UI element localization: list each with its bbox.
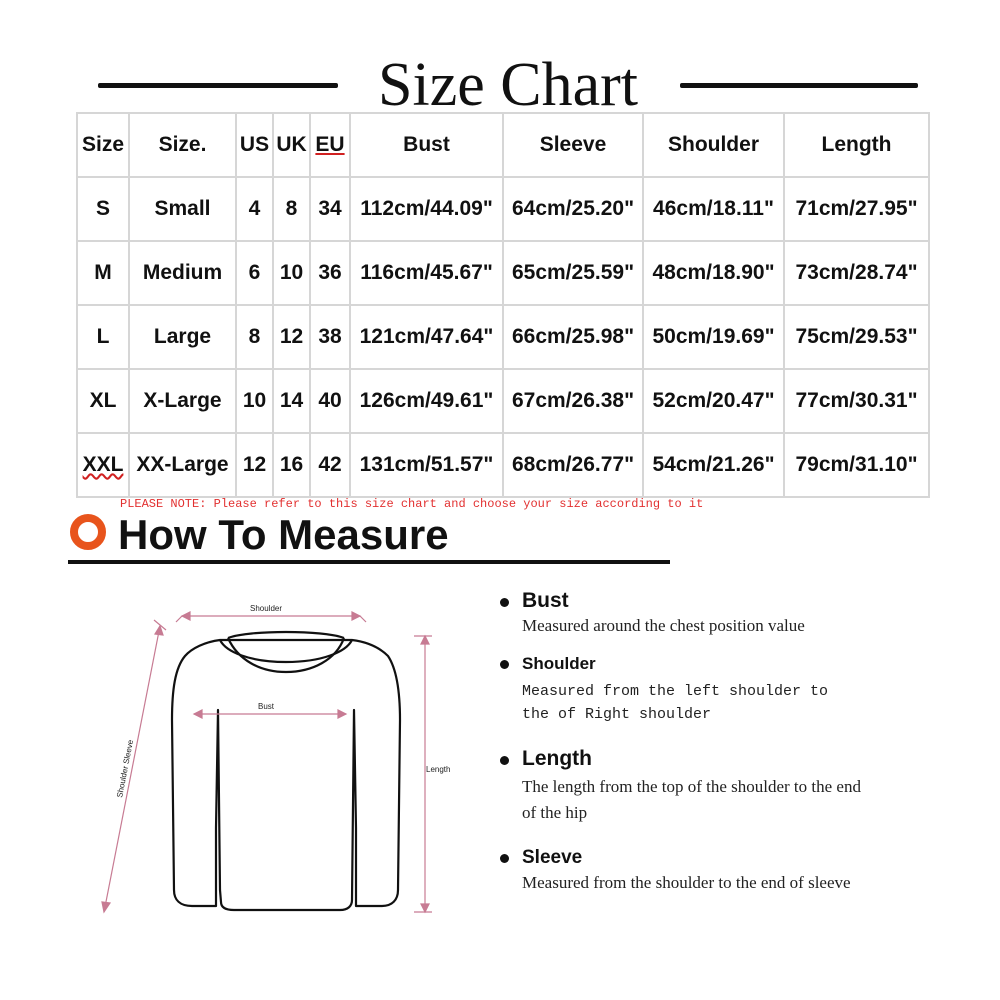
table-cell: [77, 433, 129, 497]
table-header-row: [77, 113, 929, 177]
title-rule-left: [98, 83, 338, 88]
header-cell: Length: [784, 113, 929, 177]
header-cell: Size.: [129, 113, 236, 177]
table-cell: 66cm/25.98": [503, 305, 643, 369]
table-cell: 46cm/18.11": [643, 177, 784, 241]
bullet-icon: [500, 598, 509, 607]
table-cell: 77cm/30.31": [784, 369, 929, 433]
header-cell: US: [236, 113, 273, 177]
sweater-outline-icon: [172, 632, 400, 910]
table-row: [77, 241, 929, 305]
header-eu-label: EU: [315, 133, 345, 156]
table-cell: Medium: [129, 241, 236, 305]
sweater-measurement-diagram: [100, 590, 480, 930]
header-cell: Bust: [350, 113, 503, 177]
definition-term: Shoulder: [522, 654, 596, 673]
header-cell: UK: [273, 113, 310, 177]
table-cell: 54cm/21.26": [643, 433, 784, 497]
table-cell: 36: [310, 241, 350, 305]
size-chart-header: [0, 50, 1000, 120]
table-cell: 65cm/25.59": [503, 241, 643, 305]
table-cell: 12: [236, 433, 273, 497]
definition-term: Sleeve: [522, 847, 583, 868]
table-row: [77, 305, 929, 369]
title-rule-right: [680, 83, 918, 88]
table-cell: 8: [273, 177, 310, 241]
table-cell: 10: [236, 369, 273, 433]
table-cell: 40: [310, 369, 350, 433]
bullet-icon: [500, 660, 509, 669]
how-to-measure-title: How To Measure: [118, 511, 449, 558]
length-label: Length: [426, 765, 451, 774]
table-cell: 116cm/45.67": [350, 241, 503, 305]
size-table: [76, 112, 930, 498]
table-row: [77, 369, 929, 433]
table-cell: 67cm/26.38": [503, 369, 643, 433]
bust-label: Bust: [258, 702, 275, 711]
page-title: Size Chart: [378, 51, 638, 119]
definition-desc: The length from the top of the shoulder to the end of the hip: [522, 777, 861, 822]
table-cell: 12: [273, 305, 310, 369]
table-cell: X-Large: [129, 369, 236, 433]
header-cell: Shoulder: [643, 113, 784, 177]
table-cell: 14: [273, 369, 310, 433]
definition-desc: Measured around the chest position value: [522, 616, 805, 635]
xxl-label: XXL: [82, 453, 124, 476]
table-cell: 64cm/25.20": [503, 177, 643, 241]
definition-desc: Measured from the shoulder to the end of sleeve: [522, 873, 851, 892]
table-cell: XX-Large: [129, 433, 236, 497]
header-cell: Sleeve: [503, 113, 643, 177]
table-cell: 4: [236, 177, 273, 241]
definition-term: Length: [522, 747, 592, 770]
table-cell: 68cm/26.77": [503, 433, 643, 497]
definition-term: Bust: [522, 589, 569, 612]
length-measure-arrow: [414, 636, 432, 912]
table-cell: 131cm/51.57": [350, 433, 503, 497]
shoulder-measure-arrow: [176, 612, 366, 622]
bullet-icon: [500, 854, 509, 863]
table-cell: Large: [129, 305, 236, 369]
table-cell: 42: [310, 433, 350, 497]
table-cell: 38: [310, 305, 350, 369]
table-cell: 79cm/31.10": [784, 433, 929, 497]
table-cell: L: [77, 305, 129, 369]
table-cell: 34: [310, 177, 350, 241]
shoulder-label: Shoulder: [250, 604, 283, 613]
table-cell: 73cm/28.74": [784, 241, 929, 305]
table-cell: 10: [273, 241, 310, 305]
table-cell: 50cm/19.69": [643, 305, 784, 369]
header-cell: Size: [77, 113, 129, 177]
header-cell: [310, 113, 350, 177]
table-cell: S: [77, 177, 129, 241]
table-cell: M: [77, 241, 129, 305]
how-to-measure-rule: [68, 560, 670, 564]
table-cell: 112cm/44.09": [350, 177, 503, 241]
sleeve-measure-arrow: [102, 620, 166, 912]
table-cell: Small: [129, 177, 236, 241]
table-cell: 75cm/29.53": [784, 305, 929, 369]
table-cell: 121cm/47.64": [350, 305, 503, 369]
bullet-icon: [500, 756, 509, 765]
table-cell: 71cm/27.95": [784, 177, 929, 241]
sleeve-label: Shoulder Sleeve: [115, 739, 136, 799]
table-row: [77, 433, 929, 497]
table-cell: XL: [77, 369, 129, 433]
table-cell: 52cm/20.47": [643, 369, 784, 433]
table-cell: 6: [236, 241, 273, 305]
table-row: [77, 177, 929, 241]
table-cell: 8: [236, 305, 273, 369]
table-cell: 126cm/49.61": [350, 369, 503, 433]
table-cell: 48cm/18.90": [643, 241, 784, 305]
orange-ring-icon: [70, 514, 106, 550]
definition-desc: Measured from the left shoulder to the of Right shoulder: [522, 683, 829, 723]
table-cell: 16: [273, 433, 310, 497]
size-note: PLEASE NOTE: Please refer to this size chart and choose your size according to it: [120, 497, 704, 511]
